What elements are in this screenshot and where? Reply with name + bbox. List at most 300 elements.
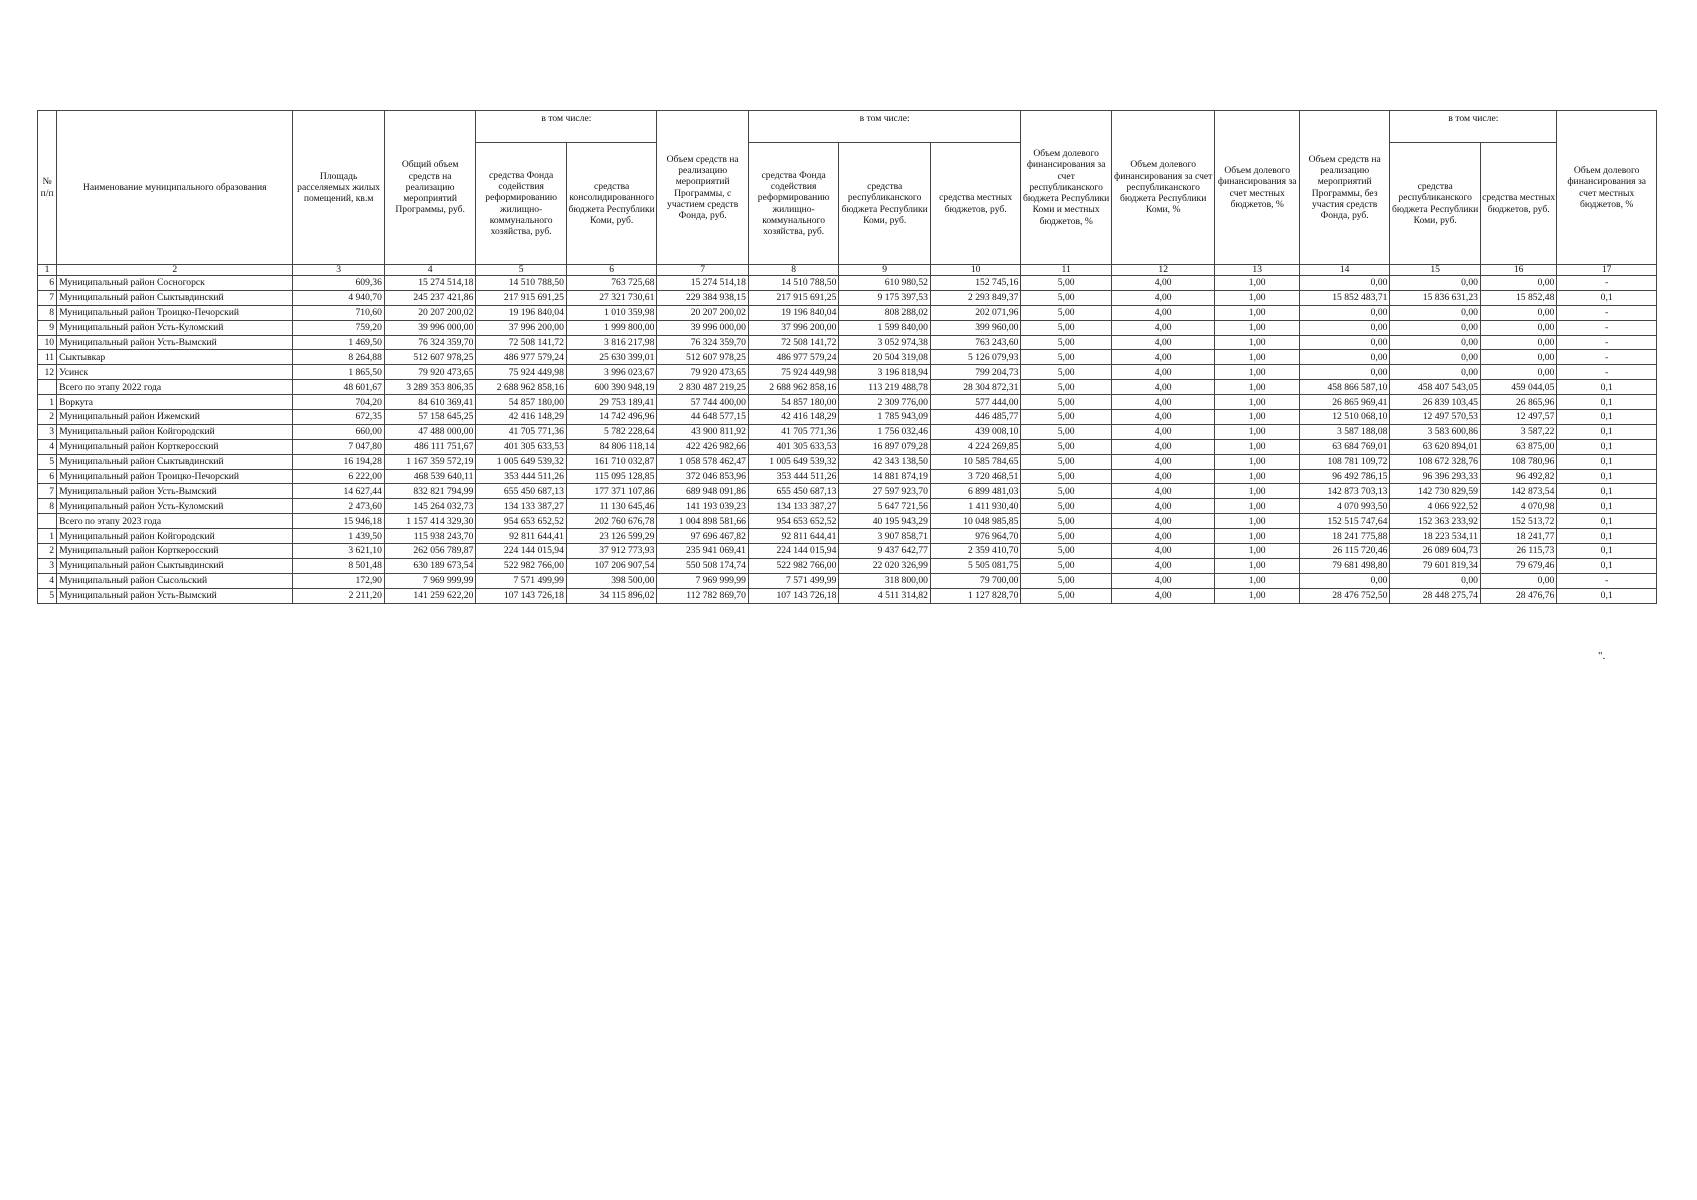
value-cell: 0,00 bbox=[1390, 335, 1481, 350]
value-cell: 15 852,48 bbox=[1480, 290, 1556, 305]
col-header-share-local: Объем долевого финансирования за счет местных бюджетов, % bbox=[1215, 111, 1299, 265]
value-cell: 97 696 467,82 bbox=[657, 529, 749, 544]
value-cell: 15 946,18 bbox=[293, 514, 385, 529]
value-cell: 63 684 769,01 bbox=[1299, 439, 1390, 454]
value-cell: 0,00 bbox=[1480, 305, 1556, 320]
value-cell: 0,00 bbox=[1480, 276, 1556, 291]
value-cell: 512 607 978,25 bbox=[384, 350, 476, 365]
value-cell: 5,00 bbox=[1021, 514, 1112, 529]
table-row bbox=[38, 454, 1657, 469]
value-cell: 27 597 923,70 bbox=[839, 484, 931, 499]
value-cell: 0,1 bbox=[1557, 558, 1657, 573]
value-cell: 28 476 752,50 bbox=[1299, 588, 1390, 603]
col-header-share-rep-local: Объем долевого финансирования за счет республиканского бюджета Республики Коми и местных бюджетов, % bbox=[1021, 111, 1112, 265]
value-cell: 7 969 999,99 bbox=[657, 573, 749, 588]
municipality-cell: Муниципальный район Сосногорск bbox=[57, 276, 293, 291]
municipality-cell: Муниципальный район Усть-Вымский bbox=[57, 335, 293, 350]
value-cell: 54 857 180,00 bbox=[476, 395, 567, 410]
value-cell: 1,00 bbox=[1215, 558, 1299, 573]
value-cell: 799 204,73 bbox=[930, 365, 1021, 380]
value-cell: 14 510 788,50 bbox=[748, 276, 839, 291]
table-row bbox=[38, 305, 1657, 320]
value-cell: 202 760 676,78 bbox=[566, 514, 657, 529]
value-cell: 79 679,46 bbox=[1480, 558, 1556, 573]
value-cell: 5,00 bbox=[1021, 395, 1112, 410]
value-cell: 5,00 bbox=[1021, 484, 1112, 499]
value-cell: - bbox=[1557, 573, 1657, 588]
municipality-cell: Муниципальный район Сыктывдинский bbox=[57, 558, 293, 573]
value-cell: 2 688 962 858,16 bbox=[748, 380, 839, 395]
table-row bbox=[38, 558, 1657, 573]
value-cell: 16 194,28 bbox=[293, 454, 385, 469]
value-cell: 610 980,52 bbox=[839, 276, 931, 291]
stage-total-row bbox=[38, 380, 1657, 395]
table-row bbox=[38, 335, 1657, 350]
column-number-cell: 17 bbox=[1557, 265, 1657, 276]
value-cell: 34 115 896,02 bbox=[566, 588, 657, 603]
value-cell: - bbox=[1557, 365, 1657, 380]
value-cell: 113 219 488,78 bbox=[839, 380, 931, 395]
value-cell: 4 070 993,50 bbox=[1299, 499, 1390, 514]
value-cell: 3 587,22 bbox=[1480, 424, 1556, 439]
value-cell: 19 196 840,04 bbox=[476, 305, 567, 320]
col-header-local-budget-2: средства местных бюджетов, руб. bbox=[1480, 143, 1556, 265]
value-cell: 4,00 bbox=[1111, 276, 1215, 291]
col-group-header-c: в том числе: bbox=[1390, 111, 1557, 143]
value-cell: 141 259 622,20 bbox=[384, 588, 476, 603]
value-cell: 0,00 bbox=[1390, 305, 1481, 320]
value-cell: 20 207 200,02 bbox=[657, 305, 749, 320]
value-cell: 4,00 bbox=[1111, 558, 1215, 573]
column-number-cell: 11 bbox=[1021, 265, 1112, 276]
municipality-cell: Муниципальный район Корткеросский bbox=[57, 439, 293, 454]
column-number-cell: 16 bbox=[1480, 265, 1556, 276]
value-cell: 1,00 bbox=[1215, 350, 1299, 365]
value-cell: 486 111 751,67 bbox=[384, 439, 476, 454]
row-number-cell: 2 bbox=[38, 410, 57, 425]
value-cell: 7 969 999,99 bbox=[384, 573, 476, 588]
value-cell: 0,00 bbox=[1299, 320, 1390, 335]
value-cell: 108 672 328,76 bbox=[1390, 454, 1481, 469]
value-cell: 47 488 000,00 bbox=[384, 424, 476, 439]
value-cell: 57 744 400,00 bbox=[657, 395, 749, 410]
value-cell: 41 705 771,36 bbox=[476, 424, 567, 439]
value-cell: 4,00 bbox=[1111, 454, 1215, 469]
value-cell: 3 289 353 806,35 bbox=[384, 380, 476, 395]
value-cell: 0,1 bbox=[1557, 514, 1657, 529]
value-cell: 5,00 bbox=[1021, 410, 1112, 425]
value-cell: 28 448 275,74 bbox=[1390, 588, 1481, 603]
value-cell: 0,00 bbox=[1480, 335, 1556, 350]
value-cell: 107 143 726,18 bbox=[476, 588, 567, 603]
value-cell: 704,20 bbox=[293, 395, 385, 410]
value-cell: 37 912 773,93 bbox=[566, 544, 657, 559]
value-cell: 25 630 399,01 bbox=[566, 350, 657, 365]
value-cell: 0,00 bbox=[1390, 573, 1481, 588]
value-cell: 224 144 015,94 bbox=[476, 544, 567, 559]
value-cell: 550 508 174,74 bbox=[657, 558, 749, 573]
value-cell: 18 241,77 bbox=[1480, 529, 1556, 544]
value-cell: 0,1 bbox=[1557, 544, 1657, 559]
value-cell: 14 510 788,50 bbox=[476, 276, 567, 291]
value-cell: 2 211,20 bbox=[293, 588, 385, 603]
row-number-cell: 7 bbox=[38, 484, 57, 499]
col-header-volume-with-fund: Объем средств на реализацию мероприятий Программы, с участием средств Фонда, руб. bbox=[657, 111, 749, 265]
value-cell: 39 996 000,00 bbox=[657, 320, 749, 335]
row-number-cell: 6 bbox=[38, 469, 57, 484]
value-cell: 486 977 579,24 bbox=[748, 350, 839, 365]
value-cell: 3 720 468,51 bbox=[930, 469, 1021, 484]
stage-total-row bbox=[38, 514, 1657, 529]
value-cell: 4,00 bbox=[1111, 573, 1215, 588]
value-cell: 37 996 200,00 bbox=[748, 320, 839, 335]
row-number-cell: 2 bbox=[38, 544, 57, 559]
value-cell: 142 873 703,13 bbox=[1299, 484, 1390, 499]
value-cell: 672,35 bbox=[293, 410, 385, 425]
value-cell: 26 115,73 bbox=[1480, 544, 1556, 559]
value-cell: 0,00 bbox=[1390, 320, 1481, 335]
column-number-cell: 15 bbox=[1390, 265, 1481, 276]
col-header-total-volume: Общий объем средств на реализацию мероприятий Программы, руб. bbox=[384, 111, 476, 265]
value-cell: 4,00 bbox=[1111, 410, 1215, 425]
value-cell: 26 865 969,41 bbox=[1299, 395, 1390, 410]
column-number-cell: 3 bbox=[293, 265, 385, 276]
column-number-cell: 7 bbox=[657, 265, 749, 276]
value-cell: 15 274 514,18 bbox=[657, 276, 749, 291]
column-number-cell: 9 bbox=[839, 265, 931, 276]
value-cell: 142 873,54 bbox=[1480, 484, 1556, 499]
value-cell: 1,00 bbox=[1215, 499, 1299, 514]
col-header-number: № п/п bbox=[38, 111, 57, 265]
municipality-cell: Муниципальный район Усть-Куломский bbox=[57, 499, 293, 514]
value-cell: 5,00 bbox=[1021, 544, 1112, 559]
value-cell: 96 492 786,15 bbox=[1299, 469, 1390, 484]
value-cell: 26 865,96 bbox=[1480, 395, 1556, 410]
value-cell: 439 008,10 bbox=[930, 424, 1021, 439]
col-group-header-b: в том числе: bbox=[748, 111, 1021, 143]
value-cell: 19 196 840,04 bbox=[748, 305, 839, 320]
value-cell: 245 237 421,86 bbox=[384, 290, 476, 305]
value-cell: 28 304 872,31 bbox=[930, 380, 1021, 395]
value-cell: 79 681 498,80 bbox=[1299, 558, 1390, 573]
value-cell: 26 839 103,45 bbox=[1390, 395, 1481, 410]
value-cell: 1 469,50 bbox=[293, 335, 385, 350]
value-cell: 76 324 359,70 bbox=[657, 335, 749, 350]
value-cell: 5,00 bbox=[1021, 350, 1112, 365]
value-cell: 689 948 091,86 bbox=[657, 484, 749, 499]
value-cell: 107 143 726,18 bbox=[748, 588, 839, 603]
municipality-cell: Муниципальный район Сыктывдинский bbox=[57, 454, 293, 469]
municipality-cell: Муниципальный район Троицко-Печорский bbox=[57, 305, 293, 320]
value-cell: 5,00 bbox=[1021, 454, 1112, 469]
value-cell: 710,60 bbox=[293, 305, 385, 320]
value-cell: 44 648 577,15 bbox=[657, 410, 749, 425]
municipality-cell: Муниципальный район Корткеросский bbox=[57, 544, 293, 559]
value-cell: 4 511 314,82 bbox=[839, 588, 931, 603]
value-cell: 5 505 081,75 bbox=[930, 558, 1021, 573]
col-header-local-budget: средства местных бюджетов, руб. bbox=[930, 143, 1021, 265]
municipality-cell: Муниципальный район Ижемский bbox=[57, 410, 293, 425]
value-cell: 0,1 bbox=[1557, 380, 1657, 395]
value-cell: 1,00 bbox=[1215, 320, 1299, 335]
value-cell: 399 960,00 bbox=[930, 320, 1021, 335]
value-cell: 57 158 645,25 bbox=[384, 410, 476, 425]
value-cell: 20 207 200,02 bbox=[384, 305, 476, 320]
value-cell: 5,00 bbox=[1021, 469, 1112, 484]
value-cell: 18 223 534,11 bbox=[1390, 529, 1481, 544]
value-cell: 134 133 387,27 bbox=[476, 499, 567, 514]
col-header-share-local-2: Объем долевого финансирования за счет местных бюджетов, % bbox=[1557, 111, 1657, 265]
value-cell: 1 157 414 329,30 bbox=[384, 514, 476, 529]
value-cell: 48 601,67 bbox=[293, 380, 385, 395]
value-cell: 152 513,72 bbox=[1480, 514, 1556, 529]
value-cell: 1 599 840,00 bbox=[839, 320, 931, 335]
value-cell: 134 133 387,27 bbox=[748, 499, 839, 514]
value-cell: 9 437 642,77 bbox=[839, 544, 931, 559]
value-cell: 0,00 bbox=[1299, 305, 1390, 320]
value-cell: 0,1 bbox=[1557, 395, 1657, 410]
value-cell: 2 830 487 219,25 bbox=[657, 380, 749, 395]
municipality-cell: Муниципальный район Усть-Куломский bbox=[57, 320, 293, 335]
value-cell: 262 056 789,87 bbox=[384, 544, 476, 559]
value-cell: 3 816 217,98 bbox=[566, 335, 657, 350]
value-cell: 142 730 829,59 bbox=[1390, 484, 1481, 499]
value-cell: 3 052 974,38 bbox=[839, 335, 931, 350]
value-cell: 4,00 bbox=[1111, 335, 1215, 350]
row-number-cell: 4 bbox=[38, 573, 57, 588]
value-cell: 0,1 bbox=[1557, 439, 1657, 454]
value-cell: 372 046 853,96 bbox=[657, 469, 749, 484]
table-row bbox=[38, 276, 1657, 291]
value-cell: 0,00 bbox=[1299, 365, 1390, 380]
col-header-volume-without-fund: Объем средств на реализацию мероприятий Программы, без участия средств Фонда, руб. bbox=[1299, 111, 1390, 265]
value-cell: 12 497,57 bbox=[1480, 410, 1556, 425]
value-cell: 0,1 bbox=[1557, 588, 1657, 603]
value-cell: 42 416 148,29 bbox=[476, 410, 567, 425]
table-row bbox=[38, 365, 1657, 380]
value-cell: 0,1 bbox=[1557, 410, 1657, 425]
value-cell: 954 653 652,52 bbox=[476, 514, 567, 529]
municipality-cell: Муниципальный район Сысольский bbox=[57, 573, 293, 588]
value-cell: 108 781 109,72 bbox=[1299, 454, 1390, 469]
value-cell: 0,00 bbox=[1480, 573, 1556, 588]
value-cell: 1,00 bbox=[1215, 410, 1299, 425]
value-cell: 14 742 496,96 bbox=[566, 410, 657, 425]
value-cell: 27 321 730,61 bbox=[566, 290, 657, 305]
value-cell: 0,1 bbox=[1557, 484, 1657, 499]
value-cell: 5 782 228,64 bbox=[566, 424, 657, 439]
value-cell: 5,00 bbox=[1021, 305, 1112, 320]
table-row bbox=[38, 320, 1657, 335]
value-cell: 5,00 bbox=[1021, 573, 1112, 588]
value-cell: 0,00 bbox=[1390, 276, 1481, 291]
value-cell: 40 195 943,29 bbox=[839, 514, 931, 529]
value-cell: 42 416 148,29 bbox=[748, 410, 839, 425]
value-cell: 577 444,00 bbox=[930, 395, 1021, 410]
col-header-republic-budget-2: средства республиканского бюджета Республики Коми, руб. bbox=[1390, 143, 1481, 265]
value-cell: 1 004 898 581,66 bbox=[657, 514, 749, 529]
row-number-cell: 8 bbox=[38, 305, 57, 320]
value-cell: 172,90 bbox=[293, 573, 385, 588]
value-cell: 75 924 449,98 bbox=[748, 365, 839, 380]
value-cell: 1 411 930,40 bbox=[930, 499, 1021, 514]
value-cell: 1,00 bbox=[1215, 305, 1299, 320]
municipality-cell: Воркута bbox=[57, 395, 293, 410]
value-cell: 108 780,96 bbox=[1480, 454, 1556, 469]
value-cell: 468 539 640,11 bbox=[384, 469, 476, 484]
value-cell: 5,00 bbox=[1021, 558, 1112, 573]
value-cell: 6 222,00 bbox=[293, 469, 385, 484]
value-cell: 630 189 673,54 bbox=[384, 558, 476, 573]
value-cell: 107 206 907,54 bbox=[566, 558, 657, 573]
value-cell: 76 324 359,70 bbox=[384, 335, 476, 350]
value-cell: 12 497 570,53 bbox=[1390, 410, 1481, 425]
value-cell: 20 504 319,08 bbox=[839, 350, 931, 365]
row-number-cell: 11 bbox=[38, 350, 57, 365]
value-cell: 5,00 bbox=[1021, 365, 1112, 380]
value-cell: 1 865,50 bbox=[293, 365, 385, 380]
table-row bbox=[38, 484, 1657, 499]
row-number-cell: 6 bbox=[38, 276, 57, 291]
value-cell: 1,00 bbox=[1215, 439, 1299, 454]
municipality-cell: Сыктывкар bbox=[57, 350, 293, 365]
value-cell: 26 115 720,46 bbox=[1299, 544, 1390, 559]
value-cell: 0,1 bbox=[1557, 424, 1657, 439]
municipality-cell: Муниципальный район Усть-Вымский bbox=[57, 484, 293, 499]
value-cell: 1 127 828,70 bbox=[930, 588, 1021, 603]
value-cell: 4,00 bbox=[1111, 514, 1215, 529]
value-cell: 5,00 bbox=[1021, 320, 1112, 335]
value-cell: 5,00 bbox=[1021, 439, 1112, 454]
column-number-cell: 6 bbox=[566, 265, 657, 276]
value-cell: 353 444 511,26 bbox=[748, 469, 839, 484]
municipality-cell: Усинск bbox=[57, 365, 293, 380]
value-cell: 1,00 bbox=[1215, 276, 1299, 291]
value-cell: 3 196 818,94 bbox=[839, 365, 931, 380]
value-cell: 4,00 bbox=[1111, 305, 1215, 320]
municipality-cell: Всего по этапу 2023 года bbox=[57, 514, 293, 529]
value-cell: 1 167 359 572,19 bbox=[384, 454, 476, 469]
financing-table bbox=[37, 110, 1657, 604]
value-cell: 0,00 bbox=[1480, 365, 1556, 380]
value-cell: 10 048 985,85 bbox=[930, 514, 1021, 529]
value-cell: 1 999 800,00 bbox=[566, 320, 657, 335]
row-number-cell: 9 bbox=[38, 320, 57, 335]
value-cell: 63 875,00 bbox=[1480, 439, 1556, 454]
value-cell: 115 938 243,70 bbox=[384, 529, 476, 544]
value-cell: 15 274 514,18 bbox=[384, 276, 476, 291]
value-cell: 609,36 bbox=[293, 276, 385, 291]
col-header-fund-2: средства Фонда содействия реформированию жилищно-коммунального хозяйства, руб. bbox=[748, 143, 839, 265]
value-cell: 1 785 943,09 bbox=[839, 410, 931, 425]
table-row bbox=[38, 529, 1657, 544]
value-cell: 3 907 858,71 bbox=[839, 529, 931, 544]
value-cell: 1,00 bbox=[1215, 588, 1299, 603]
municipality-cell: Муниципальный район Койгородский bbox=[57, 529, 293, 544]
value-cell: 5,00 bbox=[1021, 424, 1112, 439]
value-cell: 0,00 bbox=[1299, 350, 1390, 365]
value-cell: 84 610 369,41 bbox=[384, 395, 476, 410]
value-cell: 18 241 775,88 bbox=[1299, 529, 1390, 544]
value-cell: 16 897 079,28 bbox=[839, 439, 931, 454]
row-number-cell: 3 bbox=[38, 558, 57, 573]
value-cell: 832 821 794,99 bbox=[384, 484, 476, 499]
col-group-header-a: в том числе: bbox=[476, 111, 657, 143]
value-cell: 7 571 499,99 bbox=[748, 573, 839, 588]
value-cell: 512 607 978,25 bbox=[657, 350, 749, 365]
row-number-cell: 4 bbox=[38, 439, 57, 454]
value-cell: 486 977 579,24 bbox=[476, 350, 567, 365]
municipality-cell: Всего по этапу 2022 года bbox=[57, 380, 293, 395]
value-cell: 4,00 bbox=[1111, 320, 1215, 335]
value-cell: 1,00 bbox=[1215, 290, 1299, 305]
value-cell: 4 066 922,52 bbox=[1390, 499, 1481, 514]
value-cell: 954 653 652,52 bbox=[748, 514, 839, 529]
value-cell: 5,00 bbox=[1021, 335, 1112, 350]
column-number-cell: 4 bbox=[384, 265, 476, 276]
value-cell: 1,00 bbox=[1215, 544, 1299, 559]
municipality-cell: Муниципальный район Троицко-Печорский bbox=[57, 469, 293, 484]
value-cell: 15 836 631,23 bbox=[1390, 290, 1481, 305]
value-cell: 1 005 649 539,32 bbox=[748, 454, 839, 469]
column-number-cell: 8 bbox=[748, 265, 839, 276]
value-cell: 4,00 bbox=[1111, 424, 1215, 439]
value-cell: - bbox=[1557, 320, 1657, 335]
value-cell: 1,00 bbox=[1215, 365, 1299, 380]
value-cell: 1 058 578 462,47 bbox=[657, 454, 749, 469]
value-cell: 5,00 bbox=[1021, 529, 1112, 544]
value-cell: 0,00 bbox=[1480, 350, 1556, 365]
value-cell: 522 982 766,00 bbox=[476, 558, 567, 573]
value-cell: 3 587 188,08 bbox=[1299, 424, 1390, 439]
value-cell: 14 881 874,19 bbox=[839, 469, 931, 484]
value-cell: 15 852 483,71 bbox=[1299, 290, 1390, 305]
value-cell: 72 508 141,72 bbox=[748, 335, 839, 350]
value-cell: 7 571 499,99 bbox=[476, 573, 567, 588]
table-row bbox=[38, 350, 1657, 365]
value-cell: 43 900 811,92 bbox=[657, 424, 749, 439]
value-cell: 41 705 771,36 bbox=[748, 424, 839, 439]
value-cell: - bbox=[1557, 335, 1657, 350]
table-row bbox=[38, 588, 1657, 603]
value-cell: 318 800,00 bbox=[839, 573, 931, 588]
value-cell: 224 144 015,94 bbox=[748, 544, 839, 559]
value-cell: 4 940,70 bbox=[293, 290, 385, 305]
row-number-cell: 10 bbox=[38, 335, 57, 350]
value-cell: 5,00 bbox=[1021, 290, 1112, 305]
value-cell: 0,00 bbox=[1390, 365, 1481, 380]
row-number-cell: 1 bbox=[38, 395, 57, 410]
value-cell: 5,00 bbox=[1021, 499, 1112, 514]
value-cell: 976 964,70 bbox=[930, 529, 1021, 544]
value-cell: 92 811 644,41 bbox=[476, 529, 567, 544]
value-cell: 177 371 107,86 bbox=[566, 484, 657, 499]
value-cell: 152 515 747,64 bbox=[1299, 514, 1390, 529]
value-cell: 12 510 068,10 bbox=[1299, 410, 1390, 425]
value-cell: 152 363 233,92 bbox=[1390, 514, 1481, 529]
value-cell: 84 806 118,14 bbox=[566, 439, 657, 454]
value-cell: 115 095 128,85 bbox=[566, 469, 657, 484]
value-cell: 0,00 bbox=[1299, 335, 1390, 350]
value-cell: 398 500,00 bbox=[566, 573, 657, 588]
column-number-cell: 1 bbox=[38, 265, 57, 276]
table-row bbox=[38, 395, 1657, 410]
value-cell: 2 293 849,37 bbox=[930, 290, 1021, 305]
value-cell: 1,00 bbox=[1215, 529, 1299, 544]
value-cell: 4,00 bbox=[1111, 365, 1215, 380]
value-cell: 4,00 bbox=[1111, 350, 1215, 365]
value-cell: 6 899 481,03 bbox=[930, 484, 1021, 499]
